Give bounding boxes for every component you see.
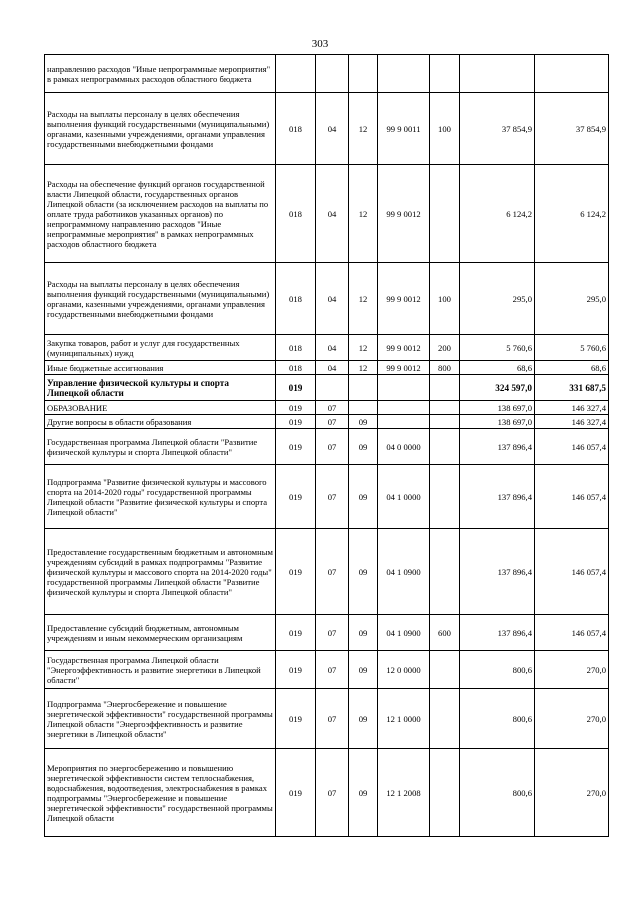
budget-item-name: Иные бюджетные ассигнования (45, 361, 276, 375)
amount-year-1: 800,6 (460, 749, 535, 837)
amount-year-2: 146 057,4 (535, 529, 609, 615)
section-code: 07 (316, 415, 349, 429)
section-code: 07 (316, 651, 349, 689)
expense-type-code: 200 (430, 335, 460, 361)
ministry-code: 019 (276, 615, 316, 651)
expense-type-code (430, 165, 460, 263)
target-article-code: 99 9 0011 (378, 93, 430, 165)
ministry-code: 019 (276, 529, 316, 615)
amount-year-2: 295,0 (535, 263, 609, 335)
expense-type-code (430, 529, 460, 615)
subsection-code: 09 (349, 689, 378, 749)
amount-year-2: 6 124,2 (535, 165, 609, 263)
expense-type-code: 100 (430, 263, 460, 335)
budget-item-name: Предоставление субсидий бюджетным, автономным учреждениям и иным некоммерческим организациям (45, 615, 276, 651)
amount-year-1: 138 697,0 (460, 401, 535, 415)
table-row (45, 165, 609, 263)
ministry-code: 019 (276, 415, 316, 429)
amount-year-1: 138 697,0 (460, 415, 535, 429)
target-article-code: 12 1 0000 (378, 689, 430, 749)
amount-year-1: 5 760,6 (460, 335, 535, 361)
ministry-code: 019 (276, 465, 316, 529)
amount-year-1: 37 854,9 (460, 93, 535, 165)
subsection-code: 09 (349, 429, 378, 465)
budget-item-name: Расходы на обеспечение функций органов государственной власти Липецкой области, государственных органов Липецкой области (за исключением расходов на выплаты по оплате труда работников указанных органов) по непрограммному направлению расходов "Иные непрограммные мероприятия" в рамках непрограммных расходов областного бюджета (45, 165, 276, 263)
target-article-code (378, 415, 430, 429)
amount-year-2: 270,0 (535, 651, 609, 689)
ministry-code: 018 (276, 335, 316, 361)
budget-item-name: Мероприятия по энергосбережению и повышению энергетической эффективности систем теплоснабжения, водоснабжения, водоотведения, электроснабжения в рамках подпрограммы "Энергосбережение и повышение энергетической эффективности" государственной программы Липецкой области (45, 749, 276, 837)
amount-year-2: 37 854,9 (535, 93, 609, 165)
amount-year-2: 146 057,4 (535, 429, 609, 465)
section-code: 04 (316, 263, 349, 335)
expense-type-code (430, 401, 460, 415)
target-article-code (378, 401, 430, 415)
section-code: 07 (316, 401, 349, 415)
amount-year-1: 800,6 (460, 651, 535, 689)
amount-year-2: 270,0 (535, 689, 609, 749)
expense-type-code (430, 689, 460, 749)
table-row (45, 335, 609, 361)
target-article-code: 04 1 0900 (378, 529, 430, 615)
expense-type-code (430, 749, 460, 837)
amount-year-1: 68,6 (460, 361, 535, 375)
amount-year-1: 324 597,0 (460, 375, 535, 401)
amount-year-1: 6 124,2 (460, 165, 535, 263)
amount-year-2: 146 057,4 (535, 615, 609, 651)
target-article-code: 99 9 0012 (378, 165, 430, 263)
ministry-code: 019 (276, 749, 316, 837)
amount-year-2: 68,6 (535, 361, 609, 375)
table-row (45, 55, 609, 93)
table-row (45, 465, 609, 529)
table-row (45, 361, 609, 375)
ministry-code: 018 (276, 93, 316, 165)
expense-type-code: 800 (430, 361, 460, 375)
section-code: 04 (316, 93, 349, 165)
ministry-code: 019 (276, 689, 316, 749)
subsection-code: 09 (349, 749, 378, 837)
ministry-code: 019 (276, 401, 316, 415)
amount-year-2: 331 687,5 (535, 375, 609, 401)
budget-item-name: направлению расходов "Иные непрограммные мероприятия" в рамках непрограммных расходов областного бюджета (45, 55, 276, 93)
target-article-code (378, 55, 430, 93)
expense-type-code (430, 429, 460, 465)
amount-year-1: 800,6 (460, 689, 535, 749)
budget-item-name: Подпрограмма "Энергосбережение и повышение энергетической эффективности" государственной программы Липецкой области "Энергоэффективность и развитие энергетики в Липецкой области" (45, 689, 276, 749)
amount-year-1: 137 896,4 (460, 429, 535, 465)
amount-year-2 (535, 55, 609, 93)
subsection-code: 12 (349, 93, 378, 165)
expense-type-code (430, 651, 460, 689)
budget-item-name: Государственная программа Липецкой области "Развитие физической культуры и спорта Липецкой области" (45, 429, 276, 465)
subsection-code: 09 (349, 615, 378, 651)
table-row (45, 529, 609, 615)
section-code: 07 (316, 749, 349, 837)
target-article-code: 12 0 0000 (378, 651, 430, 689)
target-article-code: 99 9 0012 (378, 361, 430, 375)
expense-type-code (430, 465, 460, 529)
ministry-code: 019 (276, 651, 316, 689)
subsection-code: 09 (349, 415, 378, 429)
subsection-code (349, 55, 378, 93)
section-code: 04 (316, 361, 349, 375)
amount-year-1: 137 896,4 (460, 529, 535, 615)
subsection-code: 12 (349, 335, 378, 361)
subsection-code: 09 (349, 651, 378, 689)
subsection-code: 09 (349, 465, 378, 529)
section-code: 07 (316, 465, 349, 529)
budget-item-name: Подпрограмма "Развитие физической культуры и массового спорта на 2014-2020 годы" государственной программы Липецкой области "Развитие физической культуры и спорта Липецкой области" (45, 465, 276, 529)
section-code: 07 (316, 429, 349, 465)
table-row (45, 375, 609, 401)
table-row (45, 615, 609, 651)
target-article-code: 04 0 0000 (378, 429, 430, 465)
section-code: 07 (316, 689, 349, 749)
subsection-code: 12 (349, 263, 378, 335)
table-row (45, 689, 609, 749)
subsection-code: 12 (349, 165, 378, 263)
ministry-code (276, 55, 316, 93)
target-article-code: 04 1 0900 (378, 615, 430, 651)
target-article-code: 99 9 0012 (378, 335, 430, 361)
budget-item-name: Расходы на выплаты персоналу в целях обеспечения выполнения функций государственными (муниципальными) органами, казенными учреждениями, органами управления государственными внебюджетными фондами (45, 93, 276, 165)
expense-type-code: 100 (430, 93, 460, 165)
expense-type-code (430, 55, 460, 93)
subsection-code (349, 375, 378, 401)
budget-item-name: Управление физической культуры и спорта Липецкой области (45, 375, 276, 401)
table-row (45, 401, 609, 415)
subsection-code: 12 (349, 361, 378, 375)
amount-year-2: 146 327,4 (535, 401, 609, 415)
target-article-code: 99 9 0012 (378, 263, 430, 335)
table-row (45, 93, 609, 165)
budget-table (44, 54, 609, 837)
section-code (316, 55, 349, 93)
target-article-code: 12 1 2008 (378, 749, 430, 837)
expense-type-code (430, 415, 460, 429)
table-row (45, 263, 609, 335)
target-article-code (378, 375, 430, 401)
amount-year-1: 295,0 (460, 263, 535, 335)
table-row (45, 651, 609, 689)
ministry-code: 018 (276, 361, 316, 375)
amount-year-2: 146 327,4 (535, 415, 609, 429)
section-code: 07 (316, 615, 349, 651)
section-code: 07 (316, 529, 349, 615)
page-number: 303 (311, 38, 329, 50)
section-code (316, 375, 349, 401)
budget-item-name: ОБРАЗОВАНИЕ (45, 401, 276, 415)
table-row (45, 415, 609, 429)
subsection-code (349, 401, 378, 415)
amount-year-1: 137 896,4 (460, 465, 535, 529)
amount-year-2: 5 760,6 (535, 335, 609, 361)
subsection-code: 09 (349, 529, 378, 615)
table-row (45, 429, 609, 465)
amount-year-2: 270,0 (535, 749, 609, 837)
amount-year-1 (460, 55, 535, 93)
expense-type-code (430, 375, 460, 401)
ministry-code: 018 (276, 165, 316, 263)
ministry-code: 019 (276, 429, 316, 465)
ministry-code: 019 (276, 375, 316, 401)
section-code: 04 (316, 165, 349, 263)
expense-type-code: 600 (430, 615, 460, 651)
target-article-code: 04 1 0000 (378, 465, 430, 529)
budget-item-name: Другие вопросы в области образования (45, 415, 276, 429)
budget-item-name: Расходы на выплаты персоналу в целях обеспечения выполнения функций государственными (муниципальными) органами, казенными учреждениями, органами управления государственными внебюджетными фондами (45, 263, 276, 335)
section-code: 04 (316, 335, 349, 361)
amount-year-2: 146 057,4 (535, 465, 609, 529)
table-row (45, 749, 609, 837)
amount-year-1: 137 896,4 (460, 615, 535, 651)
budget-item-name: Государственная программа Липецкой области "Энергоэффективность и развитие энергетики в Липецкой области" (45, 651, 276, 689)
ministry-code: 018 (276, 263, 316, 335)
budget-item-name: Закупка товаров, работ и услуг для государственных (муниципальных) нужд (45, 335, 276, 361)
budget-item-name: Предоставление государственным бюджетным и автономным учреждениям субсидий в рамках подпрограммы "Развитие физической культуры и массового спорта на 2014-2020 годы" государственной программы Липецкой области "Развитие физической культуры и спорта Липецкой области" (45, 529, 276, 615)
